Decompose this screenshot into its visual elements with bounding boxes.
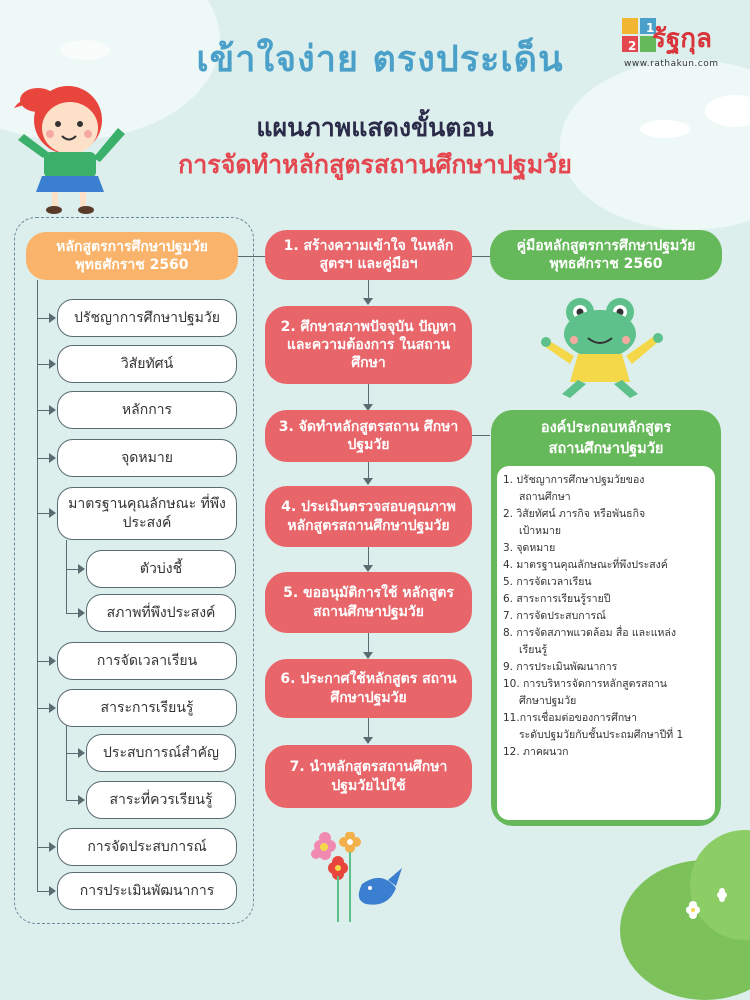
step-7: 7. นำหลักสูตรสถานศึกษา ปฐมวัยไปใช้: [265, 745, 472, 808]
cloud-decoration: [640, 120, 690, 138]
item-desired-conditions: สภาพที่พึงประสงค์: [86, 594, 236, 632]
headline: เข้าใจง่าย ตรงประเด็น: [196, 39, 564, 80]
step-5: 5. ขออนุมัติการใช้ หลักสูตรสถานศึกษาปฐมวัย: [265, 572, 472, 633]
list-item: 3. จุดหมาย: [503, 542, 556, 554]
step-4: 4. ประเมินตรวจสอบคุณภาพ หลักสูตรสถานศึกษาปฐมวัย: [265, 486, 472, 547]
logo-name: รัฐกุล: [652, 24, 712, 54]
step-3: 3. จัดทำหลักสูตรสถาน ศึกษาปฐมวัย: [265, 410, 472, 462]
step-6: 6. ประกาศใช้หลักสูตร สถานศึกษาปฐมวัย: [265, 659, 472, 718]
tree-connector: [66, 540, 67, 614]
logo-block-2: 2: [628, 39, 637, 53]
list-item: 6. สาระการเรียนรู้รายปี: [503, 593, 611, 605]
list-item: 1. ปรัชญาการศึกษาปฐมวัยของ สถานศึกษา: [503, 474, 645, 503]
curriculum-2560-label: หลักสูตรการศึกษาปฐมวัย พุทธศักราช 2560: [56, 238, 208, 273]
subtitle: แผนภาพแสดงขั้นตอน: [256, 113, 494, 142]
item-time-allocation: การจัดเวลาเรียน: [57, 642, 237, 680]
list-item: 12. ภาคผนวก: [503, 746, 569, 758]
flowers-bird-illustration: [300, 832, 410, 932]
list-item: 10. การบริหารจัดการหลักสูตรสถาน ศึกษาปฐมวัย: [503, 678, 667, 707]
list-item: 11.การเชื่อมต่อของการศึกษา ระดับปฐมวัยกับชั้นประถมศึกษาปีที่ 1: [503, 712, 684, 741]
components-list: [503, 472, 713, 761]
item-philosophy: ปรัชญาการศึกษาปฐมวัย: [57, 299, 237, 337]
manual-box: คู่มือหลักสูตรการศึกษาปฐมวัย พุทธศักราช 2560: [490, 230, 722, 280]
logo-url: www.rathakun.com: [624, 59, 719, 69]
tree-connector: [66, 723, 67, 801]
item-content-to-learn: สาระที่ควรเรียนรู้: [86, 781, 236, 819]
item-key-experiences: ประสบการณ์สำคัญ: [86, 734, 236, 772]
item-standards: มาตรฐานคุณลักษณะ ที่พึงประสงค์: [57, 487, 237, 540]
step-2: 2. ศึกษาสภาพปัจจุบัน ปัญหา และความต้องการ ในสถานศึกษา: [265, 306, 472, 384]
list-item: 9. การประเมินพัฒนาการ: [503, 661, 618, 673]
item-indicators: ตัวบ่งชี้: [86, 550, 236, 588]
logo-block-1: 1: [646, 21, 655, 35]
item-objectives: จุดหมาย: [57, 439, 237, 477]
item-development-assessment: การประเมินพัฒนาการ: [57, 872, 237, 910]
girl-illustration: [8, 78, 138, 218]
page-title: การจัดทำหลักสูตรสถานศึกษาปฐมวัย: [178, 150, 572, 179]
item-vision: วิสัยทัศน์: [57, 345, 237, 383]
curriculum-2560-header: [26, 232, 238, 280]
list-item: 8. การจัดสภาพแวดล้อม สื่อ และแหล่ง เรียนรู้: [503, 627, 676, 656]
tree-connector: [37, 280, 38, 892]
step-1: 1. สร้างความเข้าใจ ในหลักสูตรฯ และคู่มือฯ: [265, 230, 472, 280]
item-experience-provision: การจัดประสบการณ์: [57, 828, 237, 866]
list-item: 4. มาตรฐานคุณลักษณะที่พึงประสงค์: [503, 559, 668, 571]
item-learning-content: สาระการเรียนรู้: [57, 689, 237, 727]
components-title: องค์ประกอบหลักสูตร สถานศึกษาปฐมวัย: [540, 420, 672, 458]
list-item: 2. วิสัยทัศน์ ภารกิจ หรือพันธกิจ เป้าหมาย: [503, 508, 646, 537]
list-item: 7. การจัดประสบการณ์: [503, 610, 606, 622]
list-item: 5. การจัดเวลาเรียน: [503, 576, 592, 588]
frog-illustration: [538, 290, 668, 402]
bush-flowers: [660, 880, 740, 930]
item-principles: หลักการ: [57, 391, 237, 429]
